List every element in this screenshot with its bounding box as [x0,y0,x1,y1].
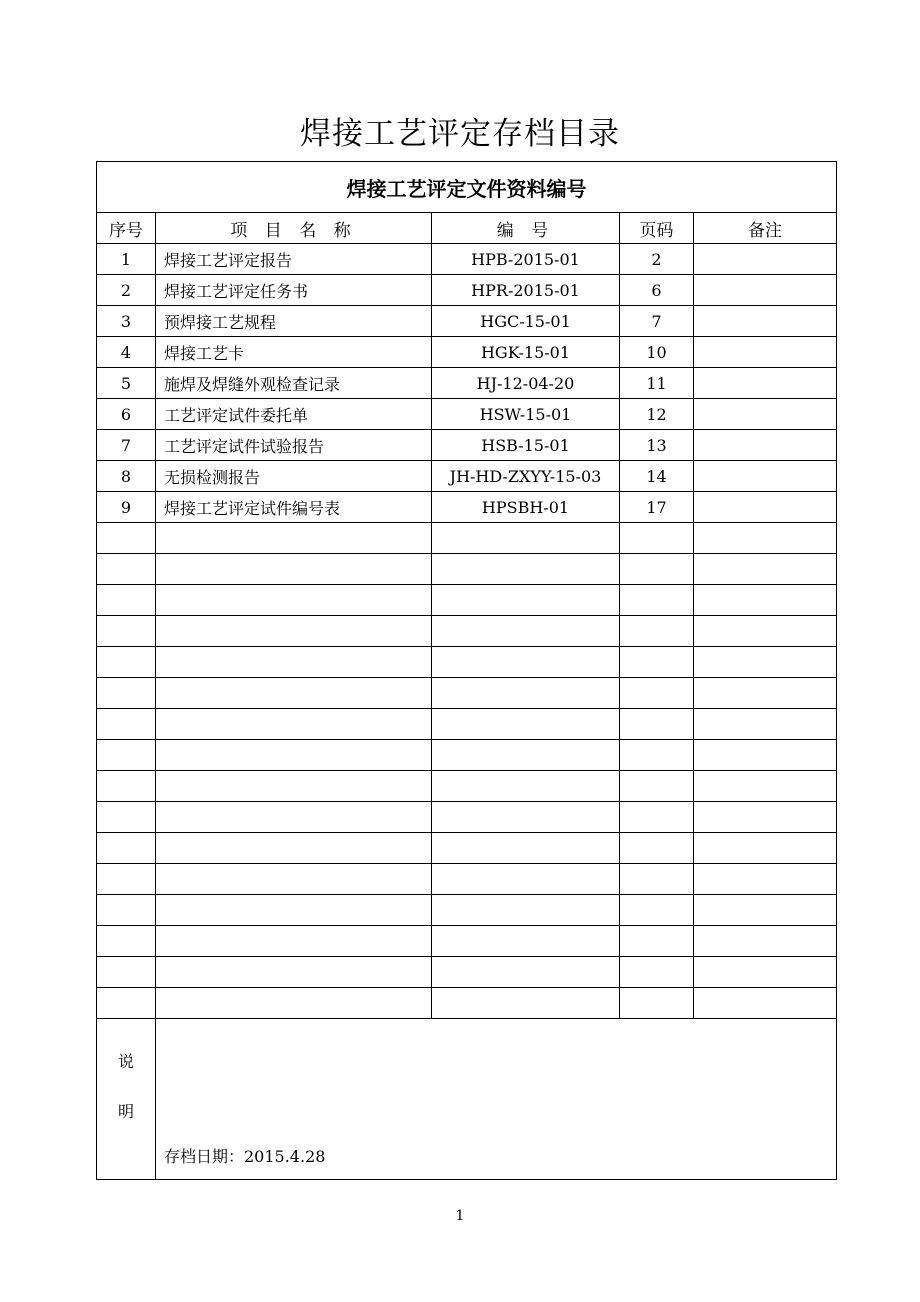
note-label-char: 说 [117,1052,134,1071]
cell-name [156,740,432,771]
table-row [97,368,837,399]
cell-page: 17 [620,492,694,523]
cell-page [620,895,694,926]
cell-remark [694,957,837,988]
cell-remark [694,368,837,399]
cell-page [620,802,694,833]
cell-code [432,926,620,957]
cell-code: HGK-15-01 [432,337,620,368]
cell-seq: 8 [97,461,156,492]
cell-seq: 5 [97,368,156,399]
cell-page [620,647,694,678]
cell-name [156,554,432,585]
cell-seq [97,926,156,957]
table-row [97,244,837,275]
column-header-row [97,213,837,244]
cell-remark [694,337,837,368]
cell-code: HJ-12-04-20 [432,368,620,399]
cell-seq: 7 [97,430,156,461]
cell-page [620,740,694,771]
cell-page [620,926,694,957]
page-number: 1 [455,1208,465,1224]
cell-page [620,833,694,864]
cell-page [620,957,694,988]
cell-code: HSB-15-01 [432,430,620,461]
cell-seq: 9 [97,492,156,523]
table-row [97,864,837,895]
cell-name: 施焊及焊缝外观检查记录 [156,368,432,399]
cell-name [156,678,432,709]
cell-seq [97,957,156,988]
cell-name [156,802,432,833]
table-row [97,833,837,864]
cell-remark [694,554,837,585]
cell-seq [97,523,156,554]
archive-date: 存档日期：2015.4.28 [164,1147,326,1166]
cell-remark [694,740,837,771]
cell-remark [694,585,837,616]
cell-page [620,864,694,895]
cell-remark [694,709,837,740]
note-label-char: 明 [117,1102,134,1121]
cell-seq [97,740,156,771]
cell-remark [694,306,837,337]
cell-code [432,895,620,926]
table-heading: 焊接工艺评定文件资料编号 [97,162,837,213]
cell-name [156,926,432,957]
cell-page: 10 [620,337,694,368]
table-row [97,492,837,523]
cell-code [432,833,620,864]
cell-name [156,523,432,554]
cell-seq: 4 [97,337,156,368]
cell-remark [694,771,837,802]
catalog-table [96,161,837,1180]
cell-name [156,864,432,895]
cell-remark [694,678,837,709]
cell-remark [694,647,837,678]
cell-seq [97,554,156,585]
cell-seq [97,771,156,802]
cell-code: HPB-2015-01 [432,244,620,275]
cell-code: HSW-15-01 [432,399,620,430]
cell-seq [97,895,156,926]
cell-page [620,678,694,709]
table-row [97,523,837,554]
cell-code: HGC-15-01 [432,306,620,337]
cell-name: 焊接工艺评定试件编号表 [156,492,432,523]
cell-seq: 6 [97,399,156,430]
table-row [97,399,837,430]
table-row [97,647,837,678]
cell-name: 无损检测报告 [156,461,432,492]
cell-seq [97,864,156,895]
cell-page [620,554,694,585]
table-row [97,926,837,957]
cell-name: 焊接工艺评定报告 [156,244,432,275]
cell-page [620,988,694,1019]
cell-code [432,678,620,709]
cell-code [432,523,620,554]
cell-page [620,616,694,647]
note-body [156,1019,837,1180]
table-row [97,771,837,802]
cell-remark [694,833,837,864]
cell-seq [97,833,156,864]
cell-name: 预焊接工艺规程 [156,306,432,337]
cell-code [432,554,620,585]
table-row [97,430,837,461]
cell-code [432,771,620,802]
cell-code [432,647,620,678]
cell-name: 焊接工艺评定任务书 [156,275,432,306]
cell-page: 11 [620,368,694,399]
cell-remark [694,461,837,492]
cell-name [156,833,432,864]
cell-name [156,771,432,802]
cell-remark [694,430,837,461]
cell-name [156,585,432,616]
cell-code [432,864,620,895]
cell-seq [97,647,156,678]
cell-name [156,895,432,926]
cell-remark [694,895,837,926]
table-row [97,554,837,585]
cell-page [620,585,694,616]
column-header-name: 项 目 名 称 [156,213,432,244]
cell-name: 工艺评定试件委托单 [156,399,432,430]
cell-name [156,957,432,988]
cell-name [156,988,432,1019]
cell-code [432,802,620,833]
cell-remark [694,523,837,554]
cell-seq [97,678,156,709]
cell-page: 2 [620,244,694,275]
cell-name [156,616,432,647]
cell-code [432,585,620,616]
column-header-remark: 备注 [694,213,837,244]
cell-code [432,709,620,740]
cell-name: 工艺评定试件试验报告 [156,430,432,461]
cell-remark [694,492,837,523]
cell-remark [694,864,837,895]
cell-remark [694,802,837,833]
cell-page: 7 [620,306,694,337]
cell-remark [694,275,837,306]
table-row [97,988,837,1019]
table-row [97,306,837,337]
table-row [97,616,837,647]
cell-code [432,616,620,647]
table-row [97,709,837,740]
cell-name: 焊接工艺卡 [156,337,432,368]
table-row [97,678,837,709]
cell-remark [694,926,837,957]
cell-seq [97,585,156,616]
cell-remark [694,244,837,275]
table-row [97,461,837,492]
column-header-seq: 序号 [97,213,156,244]
table-row [97,957,837,988]
table-row [97,337,837,368]
cell-code: JH-HD-ZXYY-15-03 [432,461,620,492]
cell-seq [97,802,156,833]
cell-page: 6 [620,275,694,306]
cell-code: HPR-2015-01 [432,275,620,306]
note-row [97,1019,837,1180]
table-row [97,895,837,926]
cell-seq: 2 [97,275,156,306]
cell-code: HPSBH-01 [432,492,620,523]
cell-code [432,740,620,771]
cell-remark [694,399,837,430]
cell-name [156,647,432,678]
cell-seq: 3 [97,306,156,337]
table-row [97,275,837,306]
cell-seq [97,988,156,1019]
table-row [97,740,837,771]
cell-name [156,709,432,740]
document-title: 焊接工艺评定存档目录 [300,116,620,152]
cell-remark [694,988,837,1019]
cell-seq [97,709,156,740]
cell-remark [694,616,837,647]
cell-code [432,957,620,988]
column-header-page: 页码 [620,213,694,244]
note-label [97,1019,156,1180]
cell-seq [97,616,156,647]
cell-page [620,771,694,802]
cell-page: 13 [620,430,694,461]
column-header-code: 编 号 [432,213,620,244]
cell-page [620,709,694,740]
cell-code [432,988,620,1019]
table-row [97,585,837,616]
cell-seq: 1 [97,244,156,275]
cell-page [620,523,694,554]
cell-page: 12 [620,399,694,430]
cell-page: 14 [620,461,694,492]
table-heading-row [97,162,837,213]
table-row [97,802,837,833]
